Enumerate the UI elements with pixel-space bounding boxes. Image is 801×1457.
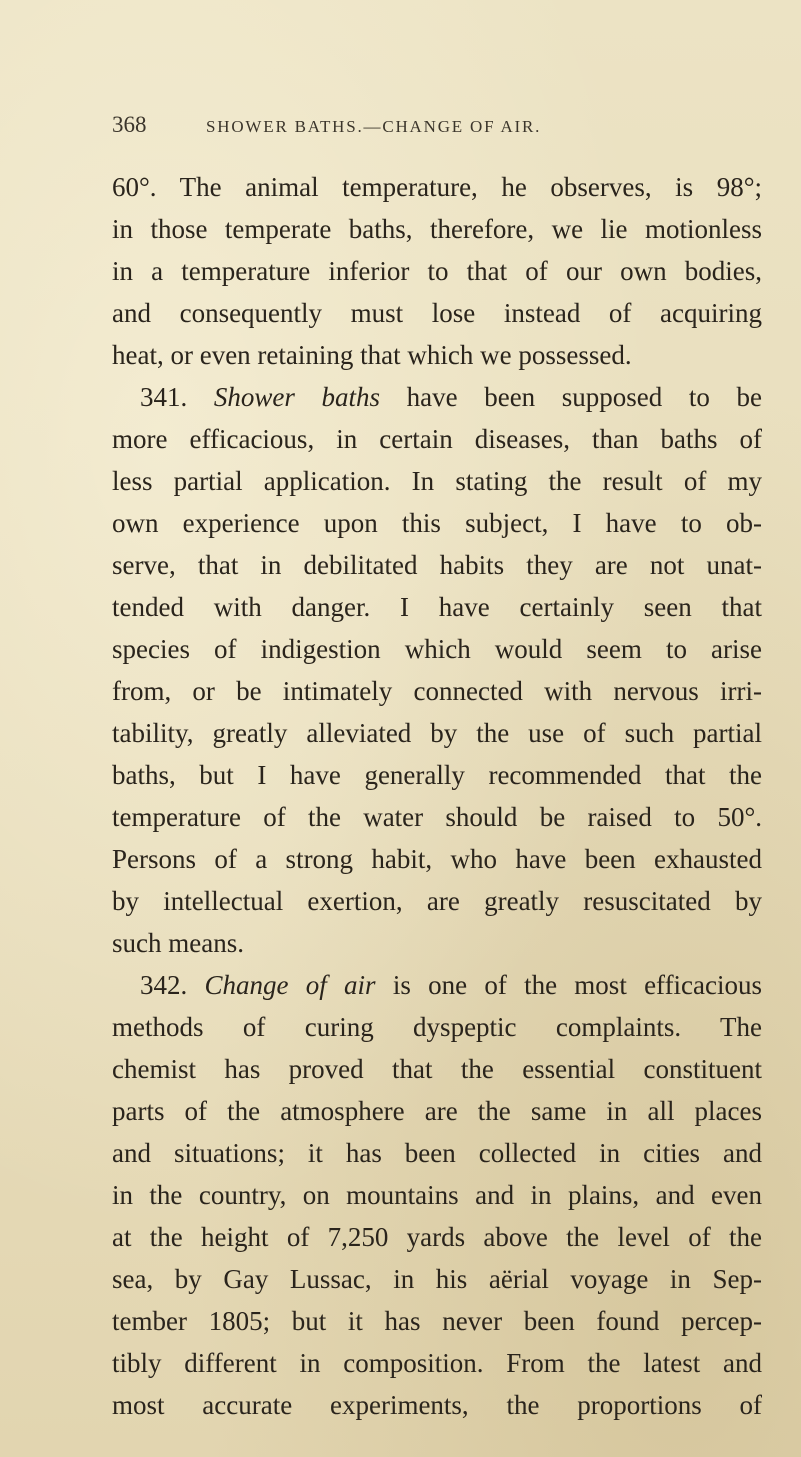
text-line: in those temperate baths, therefore, we lie motionless bbox=[112, 214, 762, 244]
text-line: most accurate experiments, the proportions of bbox=[112, 1390, 762, 1420]
text-line: species of indigestion which would seem to arise bbox=[112, 634, 762, 664]
text-line: in a temperature inferior to that of our own bodies, bbox=[112, 256, 762, 286]
text-line: and situations; it has been collected in cities and bbox=[112, 1138, 762, 1168]
text-line: Persons of a strong habit, who have been exhausted bbox=[112, 844, 762, 874]
text-line: in the country, on mountains and in plains, and even bbox=[112, 1180, 762, 1210]
text-line: methods of curing dyspeptic complaints. The bbox=[112, 1012, 762, 1042]
text-line: temperature of the water should be raised to 50°. bbox=[112, 802, 762, 832]
text-line: tability, greatly alleviated by the use of such partial bbox=[112, 718, 762, 748]
text-line: less partial application. In stating the result of my bbox=[112, 466, 762, 496]
text-line: tibly different in composition. From the latest and bbox=[112, 1348, 762, 1378]
text-line: chemist has proved that the essential constituent bbox=[112, 1054, 762, 1084]
text-line: such means. bbox=[112, 928, 244, 958]
text-line: 60°. The animal temperature, he observes, is 98°; bbox=[112, 172, 762, 202]
page-number: 368 bbox=[112, 112, 147, 137]
text-line: by intellectual exertion, are greatly resuscitated by bbox=[112, 886, 762, 916]
text-line: more efficacious, in certain diseases, than baths of bbox=[112, 424, 762, 454]
text-line: from, or be intimately connected with nervous irri- bbox=[112, 676, 762, 706]
text-line: tended with danger. I have certainly seen that bbox=[112, 592, 762, 622]
running-head: SHOWER BATHS.—CHANGE OF AIR. bbox=[206, 117, 542, 136]
text-line-rest: is one of the most efficacious bbox=[392, 970, 763, 1000]
text-line: own experience upon this subject, I have to ob- bbox=[112, 508, 762, 538]
text-line: heat, or even retaining that which we possessed. bbox=[112, 340, 632, 370]
text-line: tember 1805; but it has never been found percep- bbox=[112, 1306, 762, 1336]
text-line: and consequently must lose instead of acquiring bbox=[112, 298, 762, 328]
text-line: serve, that in debilitated habits they are not unat- bbox=[112, 550, 762, 580]
text-line-rest: have been supposed to be bbox=[406, 382, 763, 412]
paragraph-number: 342. bbox=[140, 970, 188, 1000]
section-topic-change-of-air: Change of air bbox=[204, 970, 376, 1000]
text-line: baths, but I have generally recommended that the bbox=[112, 760, 762, 790]
paragraph-342-start bbox=[112, 964, 762, 1006]
text-line: sea, by Gay Lussac, in his aërial voyage in Sep- bbox=[112, 1264, 762, 1294]
text-line: at the height of 7,250 yards above the level of the bbox=[112, 1222, 762, 1252]
section-topic-shower-baths: Shower baths bbox=[213, 382, 380, 412]
body-text bbox=[112, 166, 762, 1426]
paragraph-number: 341. bbox=[140, 382, 188, 412]
text-line: parts of the atmosphere are the same in all places bbox=[112, 1096, 762, 1126]
paragraph-341-start bbox=[112, 376, 762, 418]
